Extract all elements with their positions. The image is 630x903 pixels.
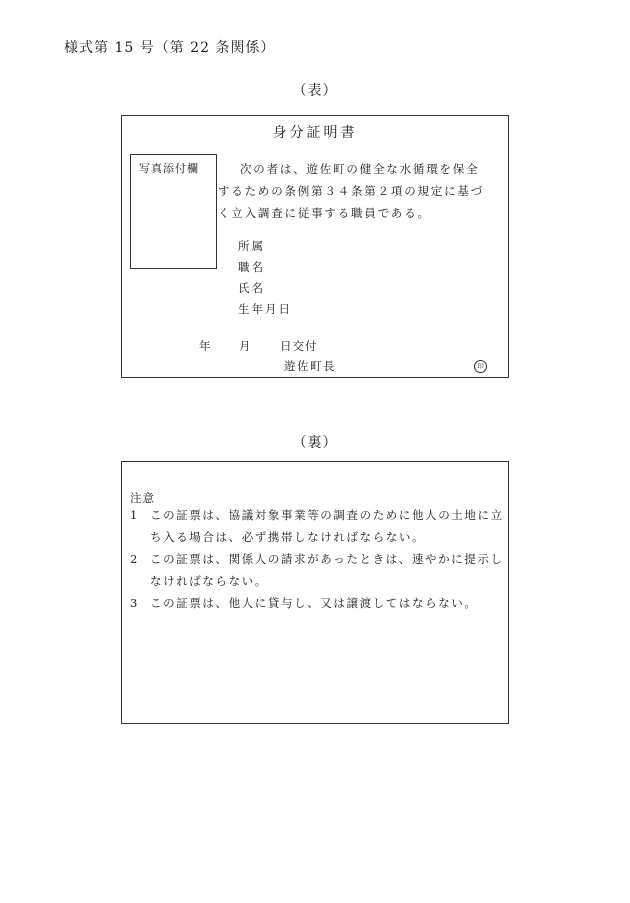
statement-line: 次の者は、遊佐町の健全な水循環を保全 xyxy=(240,162,480,176)
note-number: 3 xyxy=(130,596,139,610)
note-number: 2 xyxy=(130,552,139,566)
field-name: 氏名 xyxy=(238,281,265,295)
back-side-label: （裏） xyxy=(292,435,338,451)
seal-mark: 印 xyxy=(474,360,487,373)
note-text: この証票は、関係人の請求があったときは、速やかに提示しなければならない。 xyxy=(150,552,504,588)
field-affiliation: 所属 xyxy=(238,239,265,253)
statement-line: く立入調査に従事する職員である。 xyxy=(218,206,431,220)
issue-day: 日交付 xyxy=(280,339,318,353)
note-item xyxy=(130,504,506,548)
note-text: この証票は、他人に貸与し、又は譲渡してはならない。 xyxy=(150,596,478,610)
statement-line: するための条例第３４条第２項の規定に基づ xyxy=(218,184,484,198)
issue-year: 年 xyxy=(199,339,212,353)
note-text: この証票は、協議対象事業等の調査のために他人の土地に立ち入る場合は、必ず携帯しなければならない。 xyxy=(150,508,504,544)
note-number: 1 xyxy=(130,508,139,522)
issue-month: 月 xyxy=(239,339,252,353)
id-card-back xyxy=(121,461,509,724)
photo-attachment-box xyxy=(130,154,217,269)
form-title: 様式第 15 号（第 22 条関係） xyxy=(64,40,276,56)
field-job-title: 職名 xyxy=(238,260,265,274)
mayor-signature: 遊佐町長 xyxy=(284,359,336,373)
note-item xyxy=(130,548,506,592)
photo-label: 写真添付欄 xyxy=(139,162,199,175)
field-birthdate: 生年月日 xyxy=(238,302,292,316)
front-side-label: （表） xyxy=(292,83,338,99)
certificate-statement xyxy=(218,158,502,224)
id-card-front xyxy=(121,115,509,378)
notes-title: 注意 xyxy=(130,491,155,505)
note-item xyxy=(130,592,506,614)
card-title: 身分証明書 xyxy=(272,125,358,141)
